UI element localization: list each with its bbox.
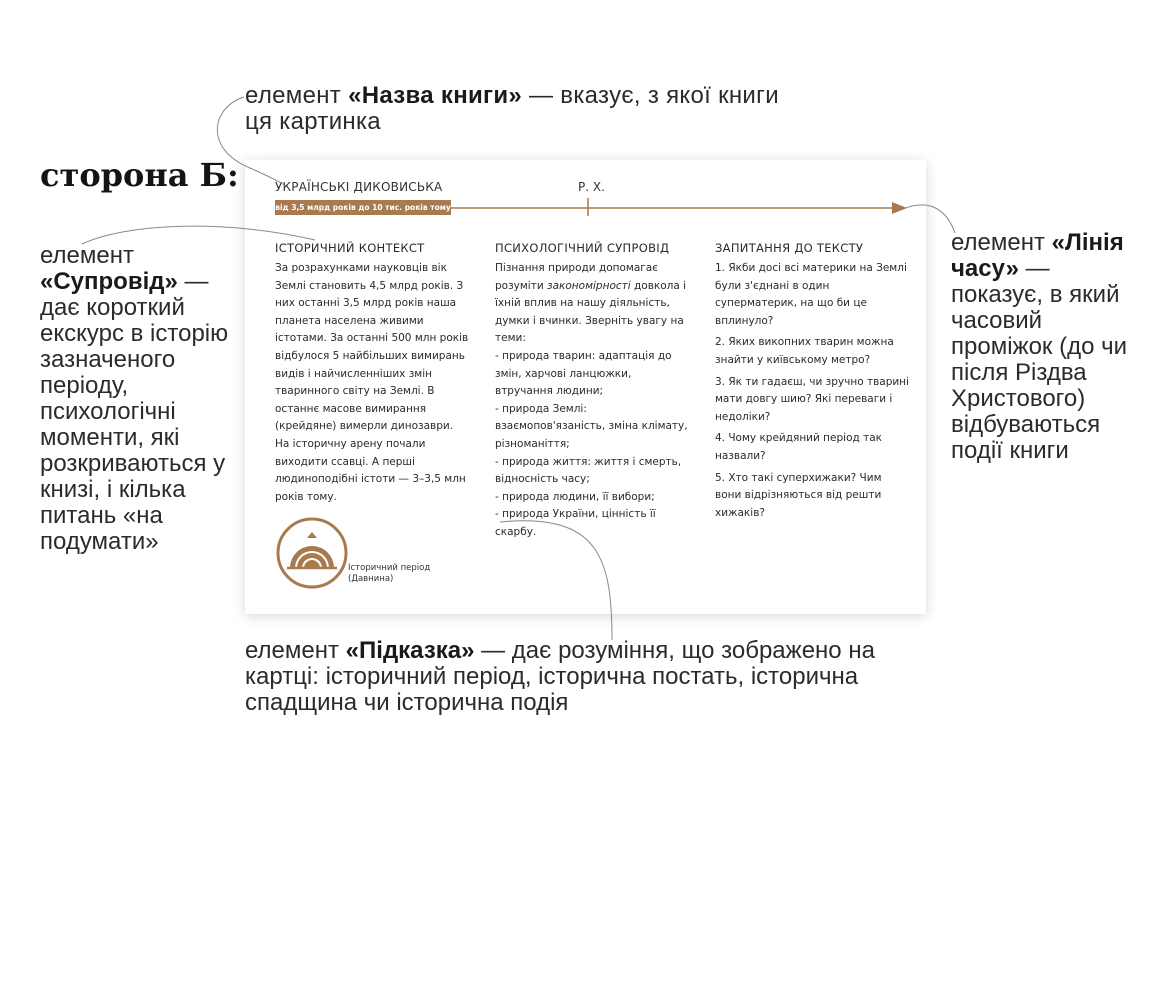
annotation-prefix: елемент xyxy=(245,637,346,664)
annotation-book-title xyxy=(245,83,805,135)
annotation-support xyxy=(40,243,240,555)
historical-context-column xyxy=(275,241,470,506)
column-heading: ПСИХОЛОГІЧНИЙ СУПРОВІД xyxy=(495,241,670,255)
timeline xyxy=(245,160,926,230)
annotation-bold: «Назва книги» xyxy=(348,82,523,109)
annotation-suffix: — дає короткий екскурс в історію зазначеного періоду, психологічні моменти, які розкриваються у книзі, і кілька питань «на подумати» xyxy=(40,268,229,555)
question-item: 3. Як ти гадаєш, чи зручно тварині мати довгу шию? Які переваги і недоліки? xyxy=(715,375,909,423)
question-item: 5. Хто такі суперхижаки? Чим вони відрізняються від решти хижаків? xyxy=(715,471,882,519)
annotation-suffix: — дає розуміння, що зображено на картці: історичний період, історична постать, історична спадщина чи історична подія xyxy=(245,637,875,716)
column-heading: ЗАПИТАННЯ ДО ТЕКСТУ xyxy=(715,241,864,255)
list-item: - природа життя: життя і смерть, відносність часу; xyxy=(495,455,682,486)
annotation-prefix: елемент xyxy=(245,82,349,109)
annotation-bold: «Лінія часу» xyxy=(951,229,1124,282)
annotation-suffix: — показує, в який часовий проміжок (до чи після Різдва Христового) відбуваються події книги xyxy=(951,255,1128,464)
annotation-prefix: елемент xyxy=(951,229,1052,256)
annotation-bold: «Підказка» xyxy=(345,637,475,664)
book-title: УКРАЇНСЬКІ ДИКОВИСЬКА xyxy=(275,180,443,194)
list-item: - природа Землі: взаємопов'язаність, зміна клімату, різноманіття; xyxy=(495,402,688,450)
annotation-hint xyxy=(245,638,925,716)
psychological-support-column xyxy=(495,241,690,542)
hint-caption xyxy=(348,563,448,585)
column-intro xyxy=(495,260,690,348)
side-title: сторона Б: xyxy=(40,156,239,194)
intro-text: Пізнання природи допомагає розуміти xyxy=(495,262,658,292)
list-item: - природа людини, її вибори; xyxy=(495,490,655,503)
intro-text: довкола і їхній вплив на нашу діяльність, думки і вчинки. Зверніть увагу на теми: xyxy=(495,279,687,345)
column-heading: ІСТОРИЧНИЙ КОНТЕКСТ xyxy=(275,241,425,255)
card-side-b xyxy=(245,160,926,614)
question-item: 2. Яких викопних тварин можна знайти у київському метро? xyxy=(715,336,894,366)
intro-italic: закономірності xyxy=(547,279,631,292)
rx-marker-label: Р. Х. xyxy=(578,180,605,194)
hint-line: (Давнина) xyxy=(348,574,394,584)
column-paragraph: За розрахунками науковців вік Землі становить 4,5 млрд років. З них останні 3,5 млрд років наша планета населена живими істотами. За останні 500 млн років відбулося 5 найбільших вимирань видів і найчисленніших змін тваринного світу на Землі. В останнє масове вимирання (крейдяне) вимерли динозаври. На історичну арену почали виходити ссавці. А перші людиноподібні істоти — 3–3,5 млн років тому. xyxy=(275,262,469,503)
list-item: - природа тварин: адаптація до змін, харчові ланцюжки, втручання людини; xyxy=(495,349,672,398)
question-item: 4. Чому крейдяний період так назвали? xyxy=(715,432,882,462)
annotation-prefix: елемент xyxy=(40,242,134,269)
annotation-suffix: — вказує, з якої книги ця картинка xyxy=(245,82,779,135)
text-questions-column xyxy=(715,241,910,526)
timeline-arrowhead-icon xyxy=(892,202,907,214)
hint-line: Історичний період xyxy=(348,563,431,573)
question-item: 1. Якби досі всі материки на Землі були з'єднані в один суперматерик, на що би це вплинуло? xyxy=(715,262,907,327)
rainbow-arch-icon xyxy=(275,516,349,590)
annotation-timeline xyxy=(951,230,1141,464)
list-item: - природа України, цінність її скарбу. xyxy=(495,508,656,538)
annotation-bold: «Супровід» xyxy=(40,268,178,295)
timeline-period-label: від 3,5 млрд років до 10 тис. років тому xyxy=(275,200,451,215)
